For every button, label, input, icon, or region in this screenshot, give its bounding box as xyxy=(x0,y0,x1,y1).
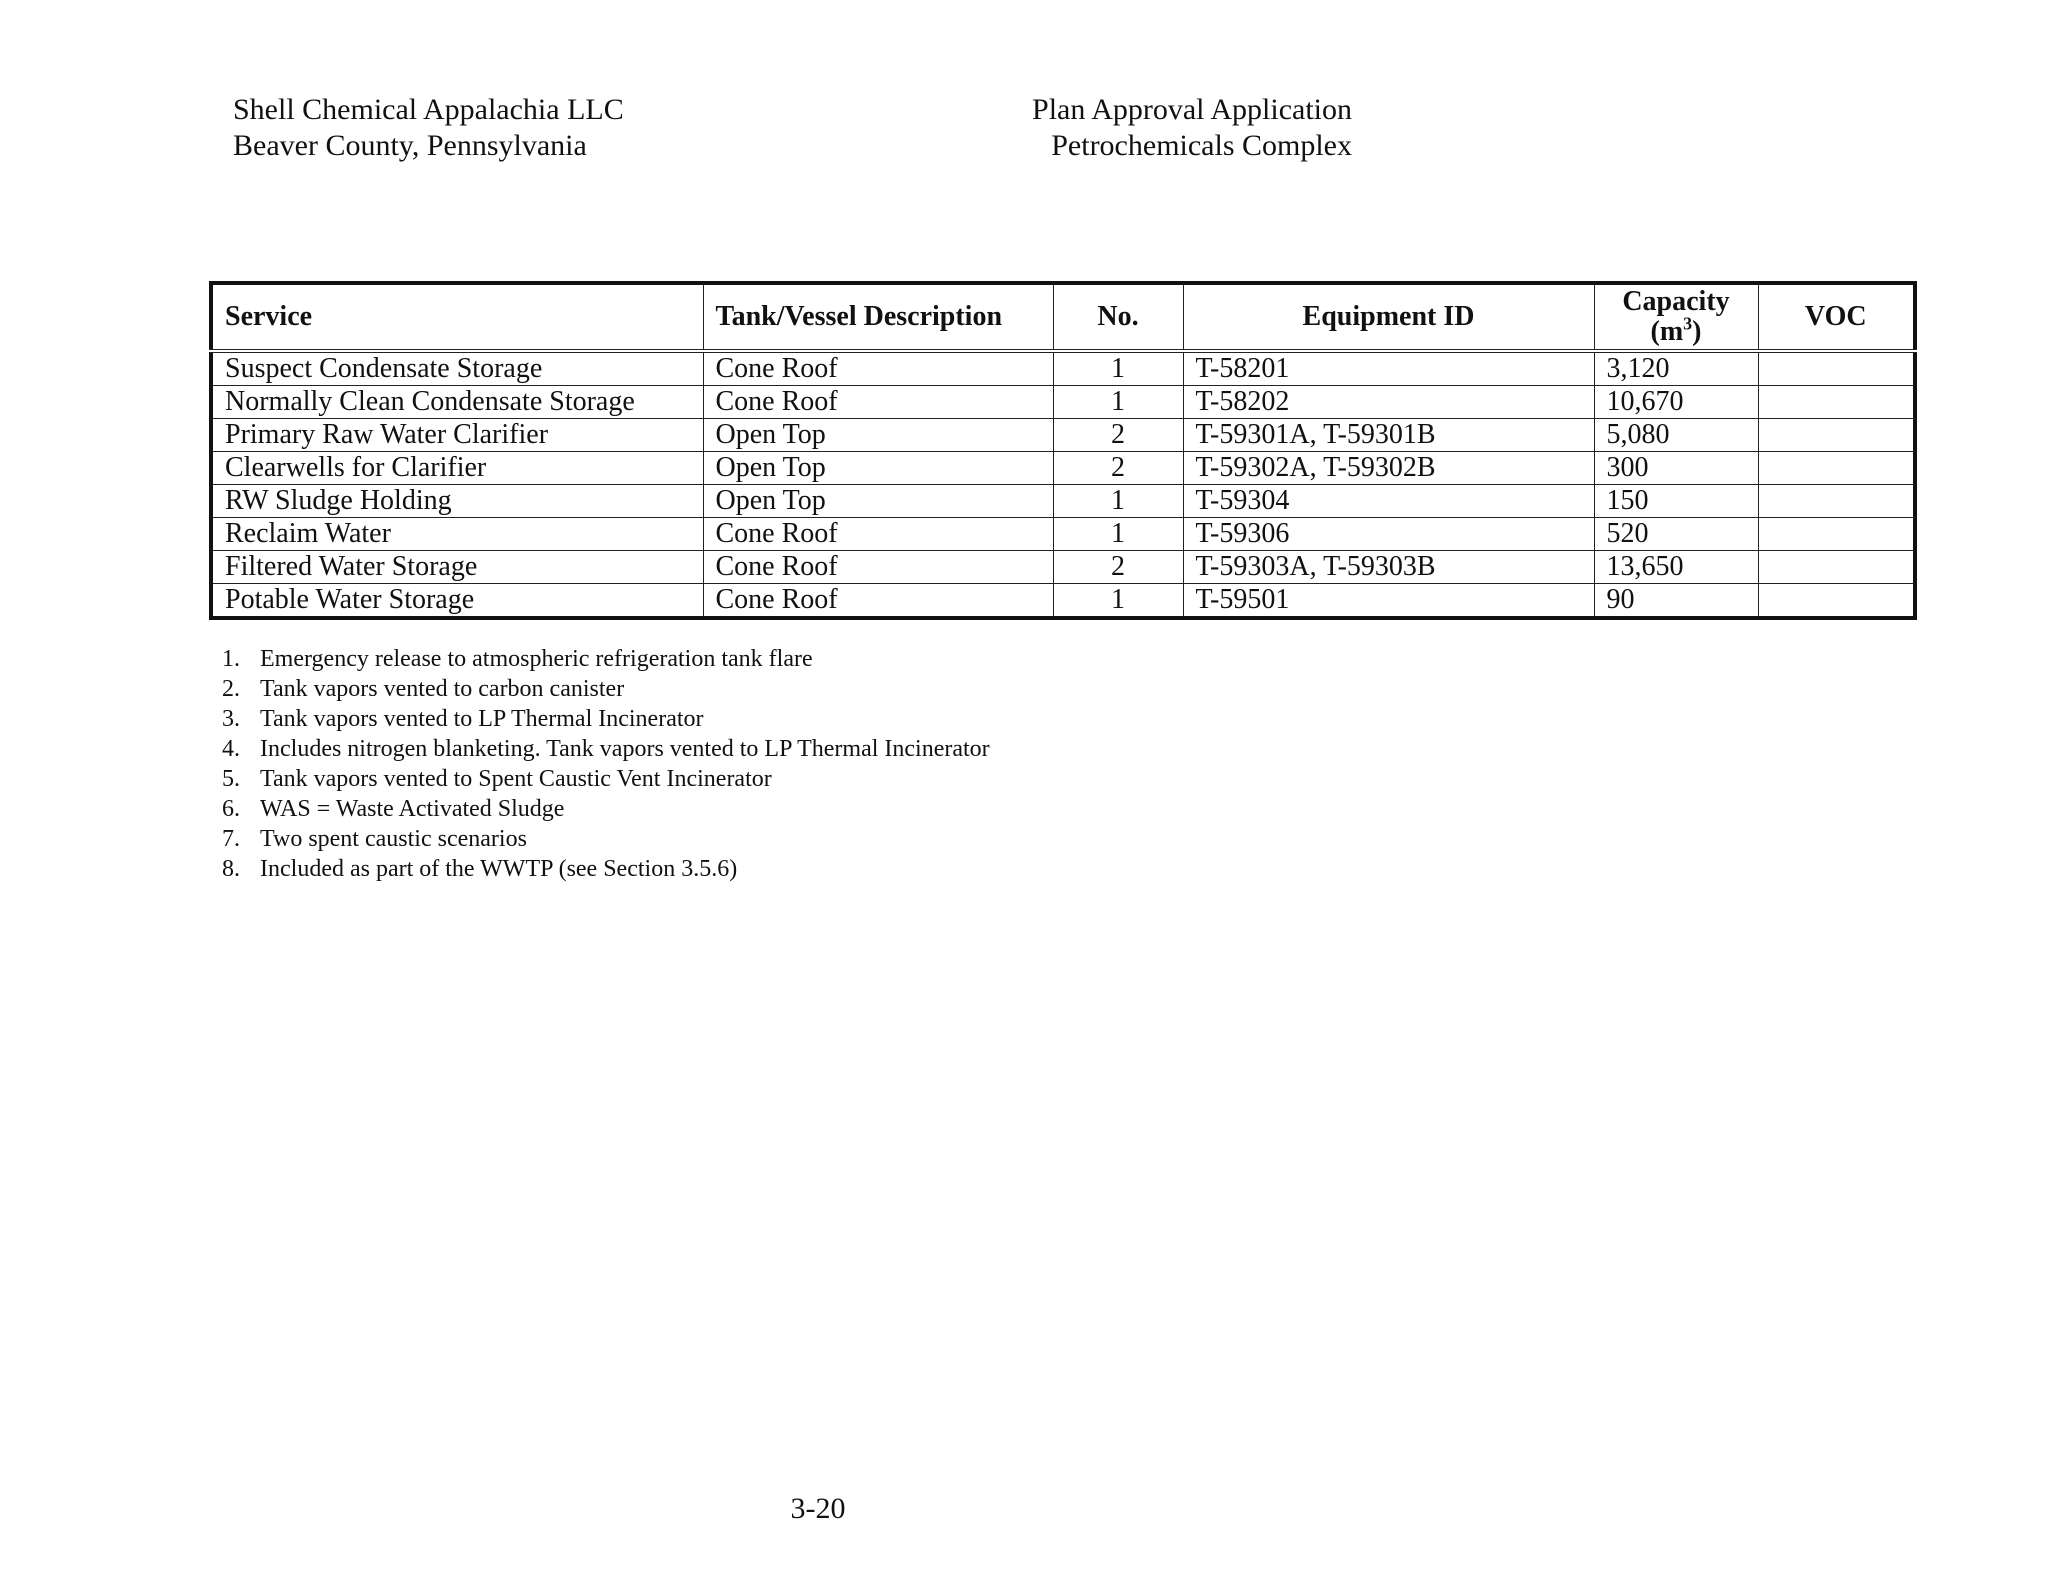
document-subtitle: Petrochemicals Complex xyxy=(1051,129,1352,162)
table-row xyxy=(211,386,1915,419)
cell-equipment-id: T-59303A, T-59303B xyxy=(1183,551,1594,584)
page-number: 3-20 xyxy=(790,1492,846,1525)
note-item: 7. Two spent caustic scenarios xyxy=(222,826,527,852)
cell-voc xyxy=(1758,485,1915,518)
cell-no: 2 xyxy=(1053,419,1183,452)
note-item: 3. Tank vapors vented to LP Thermal Incinerator xyxy=(222,706,704,732)
company-location: Beaver County, Pennsylvania xyxy=(233,129,587,162)
col-header-capacity xyxy=(1594,283,1758,351)
cell-description: Open Top xyxy=(703,485,1053,518)
cell-equipment-id: T-59302A, T-59302B xyxy=(1183,452,1594,485)
cell-voc xyxy=(1758,518,1915,551)
cell-service: RW Sludge Holding xyxy=(211,485,703,518)
cell-service: Filtered Water Storage xyxy=(211,551,703,584)
table-row xyxy=(211,419,1915,452)
cell-equipment-id: T-59306 xyxy=(1183,518,1594,551)
col-header-description: Tank/Vessel Description xyxy=(703,283,1053,351)
cell-no: 2 xyxy=(1053,551,1183,584)
cell-no: 1 xyxy=(1053,386,1183,419)
cell-capacity: 90 xyxy=(1594,584,1758,619)
cell-voc xyxy=(1758,351,1915,386)
cell-capacity: 520 xyxy=(1594,518,1758,551)
cell-description: Open Top xyxy=(703,452,1053,485)
cell-description: Cone Roof xyxy=(703,518,1053,551)
note-item: 6. WAS = Waste Activated Sludge xyxy=(222,796,565,822)
cell-description: Open Top xyxy=(703,419,1053,452)
cell-service: Clearwells for Clarifier xyxy=(211,452,703,485)
col-header-equipment-id: Equipment ID xyxy=(1183,283,1594,351)
note-item: 1. Emergency release to atmospheric refrigeration tank flare xyxy=(222,646,813,672)
cell-description: Cone Roof xyxy=(703,386,1053,419)
cell-capacity: 5,080 xyxy=(1594,419,1758,452)
cell-equipment-id: T-59501 xyxy=(1183,584,1594,619)
document-title: Plan Approval Application xyxy=(1032,93,1352,126)
cell-no: 2 xyxy=(1053,452,1183,485)
cell-voc xyxy=(1758,584,1915,619)
tank-table xyxy=(209,281,1917,620)
cell-equipment-id: T-58202 xyxy=(1183,386,1594,419)
note-item: 5. Tank vapors vented to Spent Caustic Vent Incinerator xyxy=(222,766,772,792)
col-header-service: Service xyxy=(211,283,703,351)
cell-equipment-id: T-59301A, T-59301B xyxy=(1183,419,1594,452)
cell-service: Suspect Condensate Storage xyxy=(211,351,703,386)
cell-no: 1 xyxy=(1053,351,1183,386)
cell-capacity: 300 xyxy=(1594,452,1758,485)
table-header-row xyxy=(211,283,1915,351)
cell-voc xyxy=(1758,452,1915,485)
note-item: 8. Included as part of the WWTP (see Section 3.5.6) xyxy=(222,856,738,882)
cell-service: Normally Clean Condensate Storage xyxy=(211,386,703,419)
table-notes xyxy=(222,644,990,884)
table-row xyxy=(211,551,1915,584)
cell-capacity: 10,670 xyxy=(1594,386,1758,419)
table-row xyxy=(211,485,1915,518)
col-header-voc: VOC xyxy=(1758,283,1915,351)
cell-voc xyxy=(1758,419,1915,452)
header-left xyxy=(233,92,624,164)
cell-service: Potable Water Storage xyxy=(211,584,703,619)
cell-capacity: 13,650 xyxy=(1594,551,1758,584)
table-row xyxy=(211,351,1915,386)
cell-equipment-id: T-59304 xyxy=(1183,485,1594,518)
cell-service: Reclaim Water xyxy=(211,518,703,551)
capacity-unit: $(m^3)$ xyxy=(1650,313,1702,347)
cell-capacity: 150 xyxy=(1594,485,1758,518)
note-item: 2. Tank vapors vented to carbon canister xyxy=(222,676,625,702)
cell-voc xyxy=(1758,551,1915,584)
cell-capacity: 3,120 xyxy=(1594,351,1758,386)
cell-service: Primary Raw Water Clarifier xyxy=(211,419,703,452)
cell-no: 1 xyxy=(1053,485,1183,518)
header-right xyxy=(1000,92,1352,164)
cell-description: Cone Roof xyxy=(703,584,1053,619)
cell-voc xyxy=(1758,386,1915,419)
capacity-label: Capacity xyxy=(1622,286,1730,317)
cell-description: Cone Roof xyxy=(703,551,1053,584)
table-row xyxy=(211,584,1915,619)
cell-description: Cone Roof xyxy=(703,351,1053,386)
note-item: 4. Includes nitrogen blanketing. Tank vapors vented to LP Thermal Incinerator xyxy=(222,736,990,762)
cell-no: 1 xyxy=(1053,584,1183,619)
cell-equipment-id: T-58201 xyxy=(1183,351,1594,386)
company-name: Shell Chemical Appalachia LLC xyxy=(233,93,624,126)
col-header-no: No. xyxy=(1053,283,1183,351)
table-row xyxy=(211,518,1915,551)
cell-no: 1 xyxy=(1053,518,1183,551)
table-row xyxy=(211,452,1915,485)
